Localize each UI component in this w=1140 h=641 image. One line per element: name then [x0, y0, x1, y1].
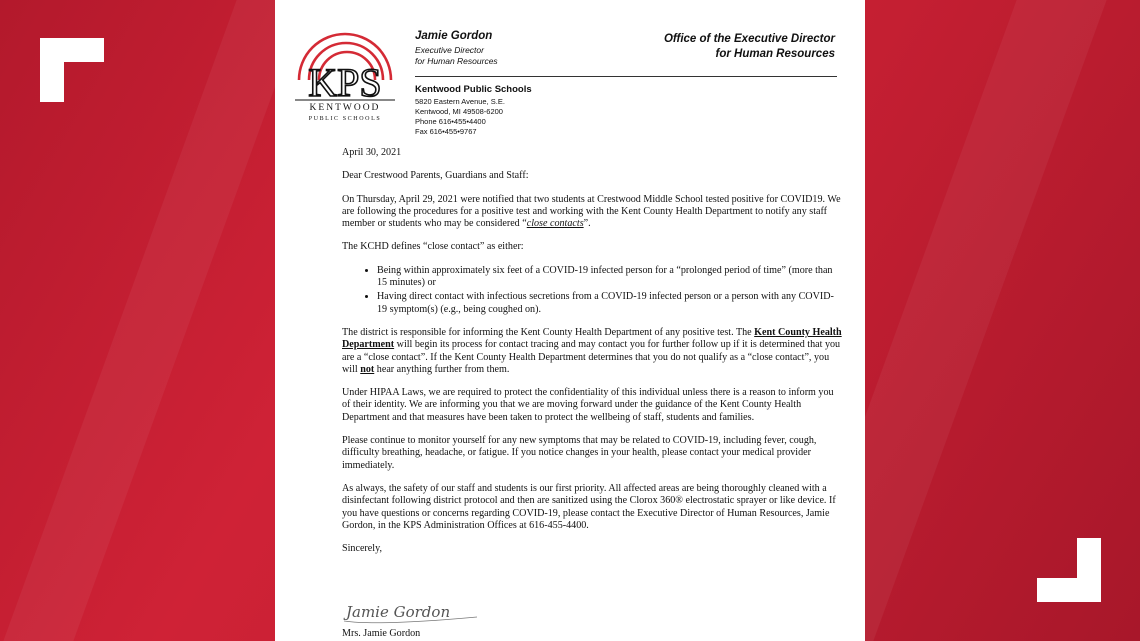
office-line-1: Office of the Executive Director	[663, 33, 835, 45]
fax-number: Fax 616•455•9767	[415, 127, 477, 136]
paragraph-1-text: On Thursday, April 29, 2021 were notified that two students at Crestwood Middle School tested positive for COVID19. We are following the procedures for a positive test and working with the Kent County Health Department to notify any staff member or students who may be considered “	[342, 193, 841, 230]
paragraph-1-end: ”.	[583, 218, 591, 230]
letter-page	[275, 0, 865, 641]
signer-name: Mrs. Jamie Gordon	[342, 628, 421, 639]
paragraph-1	[342, 194, 842, 231]
close-contacts-term: close contacts	[526, 218, 584, 230]
sender-title-2: for Human Resources	[415, 56, 498, 66]
logo-initials: KPS	[308, 60, 382, 105]
address-line-1: 5820 Eastern Avenue, S.E.	[415, 97, 505, 106]
paragraph-2: The KCHD defines “close contact” as either:	[342, 241, 524, 253]
salutation: Dear Crestwood Parents, Guardians and Staff:	[342, 170, 529, 182]
paragraph-3	[342, 327, 842, 376]
sender-block	[415, 30, 498, 67]
office-heading	[664, 32, 835, 62]
address-line-2: Kentwood, MI 49508-6200	[415, 107, 503, 116]
letterhead-rule	[415, 76, 837, 77]
logo-tagline: PUBLIC SCHOOLS	[308, 116, 382, 122]
address-block	[415, 84, 532, 137]
paragraph-4: Under HIPAA Laws, we are required to protect the confidentiality of this individual unless there is a reason to inform you of their identity. We are informing you that we are moving forward under the guidance of the Kent County Health Department and that measures have been taken to protect the wellbeing of staff, students and families.	[342, 387, 834, 423]
letter-body	[342, 147, 842, 566]
sender-title-1: Executive Director	[415, 45, 484, 55]
paragraph-6: As always, the safety of our staff and students is our first priority. All affected areas are being thoroughly cleaned with a disinfectant following district protocol and then are sanitized using the Clorox 360® electrostatic sprayer or like device. If you have questions or concerns regarding COVID-19, please contact the Executive Director of Human Resources, Jamie Gordon, in the KPS Administration Offices at 616-455-4400.	[342, 482, 836, 531]
closing: Sincerely,	[342, 543, 382, 555]
sender-name: Jamie Gordon	[415, 30, 493, 42]
list-item: • Having direct contact with infectious secretions from a COVID-19 infected person or a person with any COVID-19 symptom(s) (e.g., being coughed on).	[377, 291, 842, 316]
paragraph-5: Please continue to monitor yourself for any new symptoms that may be related to COVID-19, including fever, cough, difficulty breathing, headache, or fatigue. If you notice changes in your health, please contact your medical provider immediately.	[342, 435, 817, 471]
kent-county-health-dept: Kent County Health Department	[342, 326, 842, 351]
signature-text: Jamie Gordon	[346, 603, 451, 621]
paragraph-3-end: hear anything further from them.	[374, 363, 510, 375]
phone-number: Phone 616•455•4400	[415, 117, 486, 126]
logo-district: KENTWOOD	[309, 103, 381, 113]
close-contact-list	[342, 265, 842, 316]
paragraph-3-middle: will begin its process for contact tracing and may contact you for further follow up if it is determined that you are a “close contact”. If the Kent County Health Department determines that you do not qualify as a “close contact”, you will	[342, 339, 841, 375]
kps-logo	[287, 16, 403, 124]
letter-date: April 30, 2021	[342, 147, 402, 158]
handwritten-signature	[342, 595, 482, 629]
emphasis-not: not	[360, 363, 375, 375]
paragraph-3-text: The district is responsible for informing the Kent County Health Department of any positive test. The	[342, 326, 755, 338]
office-line-2: for Human Resources	[715, 48, 835, 60]
list-item: • Being within approximately six feet of a COVID-19 infected person for a “prolonged period of time” (more than 15 minutes) or	[377, 265, 842, 290]
org-name: Kentwood Public Schools	[415, 84, 532, 95]
